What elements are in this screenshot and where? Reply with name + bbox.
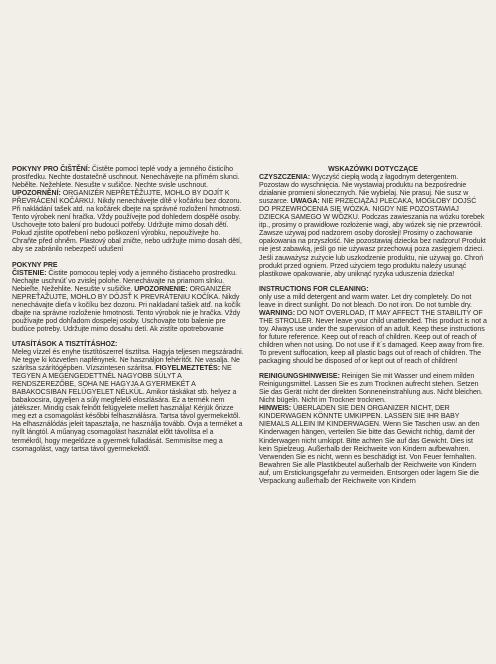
polish-section — [259, 166, 487, 279]
hungarian-intro: Meleg vízzel és enyhe tisztítószerrel tisztítsa. Hagyja teljesen megszáradni. Ne tegye ki közvetlen napfénynek. Ne használjon fehérítőt. Ne vasalja. Ne szárítsa szárítógépben. Vízszintesen szárítsa. — [12, 348, 244, 373]
german-intro: Reinigen Sie mit Wasser und einem milden Reinigungsmittel. Lassen Sie es zum Trocknen aufrecht stehen. Setzen Sie das Gerät nicht der direkten Sonneneinstrahlung aus. Nicht bleichen. Nicht bügeln. Nicht im Trockner trocknen. — [259, 373, 483, 405]
czech-text — [12, 166, 244, 255]
hungarian-body: Amikor táskákat stb. helyez a babakocsira, ügyeljen a súly megfelelő eloszlására. Ez a termék nem játékszer. Mindig csak felnőtt felügyelete mellett használja! Kérjük őrizze meg ezt a csomagolást későbbi felhasználásra. Tartsa távol gyermekektől. Ha elhasználódás jeleit tapasztalja, ne használja tovább. Óvja a terméket a nyílt lángtól. A műanyag csomagolást használat előtt távolítsa el a termékről, hogy megelőzze a gyermek fulladását. Semmisítse meg a csomagolást, vagy tartsa távol gyermekektől. — [12, 389, 243, 453]
czech-title: POKYNY PRO ČIŠTĚNÍ: — [12, 166, 91, 173]
slovak-title: POKYNY PRE — [12, 261, 58, 269]
polish-warning-caps: NIE PRZECIĄŻAJ PLECAKA, MOGŁOBY DOJŚĆ DO PRZEWRÓCENIA SIĘ WÓZKA. NIGDY NIE POZOSTAWIAJ DZIECKA SAMEGO W WÓZKU. — [259, 198, 477, 222]
polish-intro: Wyczyść ciepłą wodą z łagodnym detergentem. Pozostaw do wyschnięcia. Nie wystawiaj produktu na bezpośrednie działanie promieni słonecznych. Nie wybielaj. Nie prasuj. Nie susz w suszarce. — [259, 174, 469, 206]
hungarian-title: UTASÍTÁSOK A TISZTÍTÁSHOZ: — [12, 340, 118, 348]
slovak-body: Nikdy nenechávajte dieťa v kočíku bez dozoru. Pri nakladaní tašiek atď. na kočík dbajte na správne rozloženie hmotnosti. Tento výrobok nie je hračka. Vždy používajte pod dohľadom dospelej osoby. Uschovajte toto balenie pre budúce potreby. Udržujte mimo dosahu detí. Ak zistíte opotrebovanie — [12, 293, 241, 333]
slovak-section — [12, 262, 244, 334]
polish-warning-label: UWAGA: — [290, 198, 320, 206]
hungarian-warning-caps: NE TEGYEN A MEGENGEDETTNÉL NAGYOBB SÚLYT A RENDSZEREZŐBE, SOHA NE HAGYJA A GYERMEKÉT A BABAKOCSIBAN FELÜGYELET NÉLKÜL. — [12, 365, 232, 397]
czech-warning-label: UPOZORNĚNÍ: — [12, 190, 61, 198]
english-title: INSTRUCTIONS FOR CLEANING: — [259, 285, 369, 293]
slovak-label: ČISTENIE: — [12, 269, 47, 277]
hungarian-text — [12, 349, 244, 454]
german-text — [259, 373, 487, 486]
czech-intro: Čistěte pomocí teplé vody a jemného čisticího prostředku. Nechte dostatečně uschnout. Nenechávejte na přímém slunci. Nebělte. Nežehlete. Nesušte v sušičce. Nechte svisle uschnout. — [12, 166, 240, 190]
slovak-text — [12, 270, 244, 334]
english-body: Never leave your child unattended. This product is not a toy. Always use under the supervision of an adult. Keep these instructions for future reference. Keep out of reach of children. Keep out of reach of children when not using. Do not use if it´s damaged. Keep away from fire. To prevent suffocation, keep all plastic bags out of reach of children. The packaging should be disposed of or kept out of reach of children! — [259, 317, 487, 366]
english-warning-caps: DO NOT OVERLOAD, IT MAY AFFECT THE STABILITY OF THE STROLLER. — [259, 309, 483, 325]
english-warning-label: WARNING: — [259, 309, 296, 317]
polish-text — [259, 174, 487, 279]
german-warning-label: HINWEIS: — [259, 405, 292, 413]
hungarian-section — [12, 341, 244, 454]
slovak-intro: Čistite pomocou teplej vody a jemného čistiaceho prostredku. Nechajte uschnúť vo zvislej polohe. Nenechávajte na priamom slnku. Nebieľte. Nežehlite. Nesušte v sušičke. — [12, 269, 237, 293]
german-body: Wenn Sie Taschen usw. an den Kinderwagen hängen, verteilen Sie bitte das Gewicht richtig, damit der Kinderwagen nicht umkippt. Bitte achten Sie auf das Gewicht. Dies ist kein Spielzeug. Außerhalb der Reichweite von Kindern aufbewahren. Verwenden Sie es nicht, wenn es beschädigt ist. Von Feuer fernhalten. Bewahren Sie alle Plastikbeutel außerhalb der Reichweite von Kindern auf, um Erstickungsgefahr zu vermeiden. Entsorgen oder lagern Sie die Verpackung außerhalb der Reichweite von Kindern — [259, 421, 480, 485]
right-column — [259, 166, 487, 493]
czech-body: Nikdy nenechávejte dítě v kočárku bez dozoru. Při nakládání tašek atd. na kočárek dbejte na správné rozložení hmotnosti. Tento výrobek není hračka. Vždy používejte pod dohledem dospělé osoby. Uschovejte toto balení pro budoucí potřeby. Udržujte mimo dosah dětí. Pokud zjistíte opotřebení nebo poškození výrobku, nepoužívejte ho. Chraňte před ohněm. Plastový obal zničte, nebo udržujte mimo dosah dětí, aby se zabránilo nebezpečí udušení — [12, 198, 242, 254]
german-warning-caps: ÜBERLADEN SIE DEN ORGANIZER NICHT, DER KINDERWAGEN KÖNNTE UMKIPPEN. LASSEN SIE IHR BABY NIEMALS ALLEIN IM KINDERWAGEN. — [259, 405, 460, 429]
polish-body: Podczas zawieszania na wózku torebek itp., prosimy o prawidłowe rozłożenie wagi, aby wózek się nie przewrócił. Zawsze używaj pod nadzorem osoby dorosłej! Prosimy o zachowanie opakowania na przyszłość. Nie pozostawiaj dziecka bez nadzoru! Produkt nie jest zabawką, jeśli go nie używasz przechowuj poza zasięgiem dzieci. Jeśli zauważysz zużycie lub uszkodzenie produktu, nie używaj go. Chroń produkt przed ogniem. Przed użyciem tego produktu należy usunąć plastikowe opakowanie, aby uniknąć ryzyka uduszenia dziecka! — [259, 214, 486, 278]
german-section — [259, 373, 487, 486]
left-column — [12, 166, 244, 461]
slovak-warning-caps: ORGANIZÉR NEPREŤAŽUJTE, MOHLO BY DÔJSŤ K PREVRÁTENIU KOČÍKA. — [12, 285, 232, 301]
german-title: REINIGUNGSHINWEISE: — [259, 373, 340, 381]
english-text — [259, 294, 487, 366]
czech-section — [12, 166, 244, 255]
polish-label: CZYSZCZENIA: — [259, 174, 311, 182]
english-intro: only use a mild detergent and warm water. Let dry completely. Do not leave in direct sunlight. Do not bleach. Do not iron. Do not tumble dry. — [259, 293, 472, 309]
polish-title: WSKAZÓWKI DOTYCZĄCE — [328, 166, 418, 173]
czech-warning-caps: ORGANIZÉR NEPŘETĚŽUJTE, MOHLO BY DOJÍT K PŘEVRÁCENÍ KOČÁRKU. — [12, 190, 230, 206]
hungarian-warning-label: FIGYELMEZTETÉS: — [155, 365, 220, 373]
english-section — [259, 286, 487, 366]
slovak-warning-label: UPOZORNENIE: — [134, 285, 188, 293]
